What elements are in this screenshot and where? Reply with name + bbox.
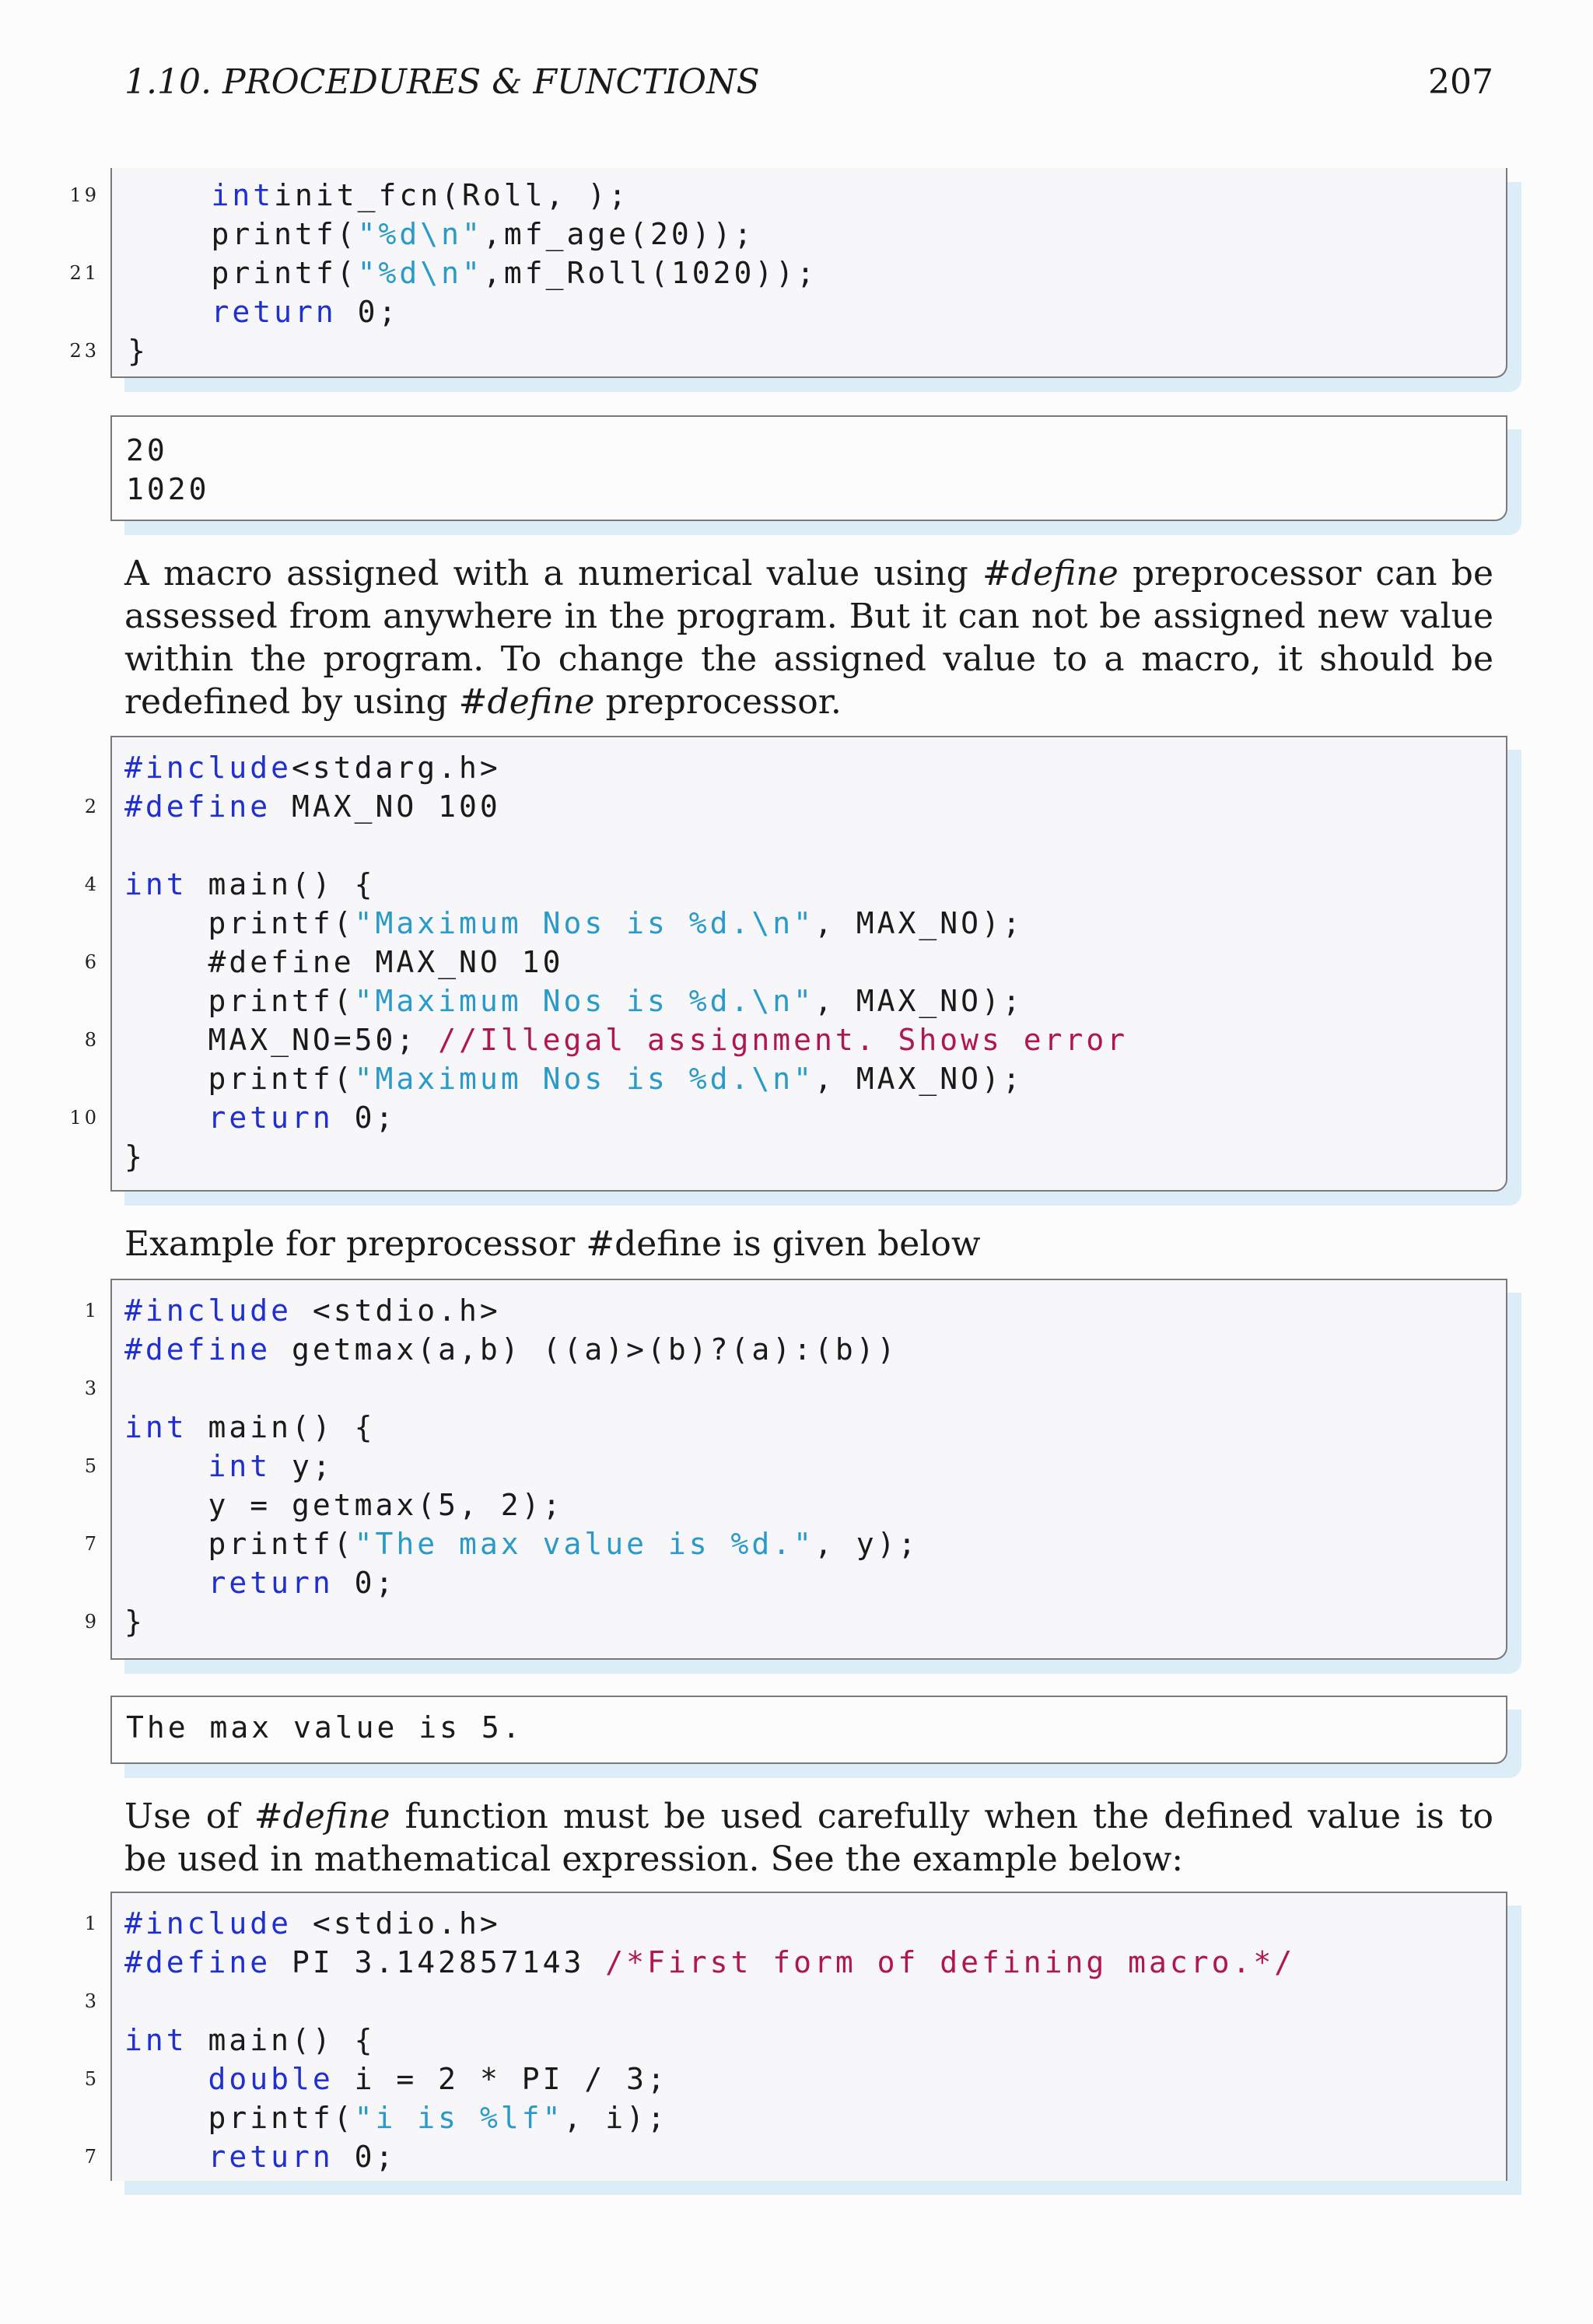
code-text — [124, 865, 376, 904]
code-text — [124, 1943, 1295, 1982]
code-token: <stdarg.h> — [292, 751, 501, 785]
code-token: printf( — [211, 256, 358, 290]
line-number: 4 — [84, 873, 100, 895]
code-text — [128, 331, 149, 370]
line-number: 23 — [69, 340, 100, 362]
code-line — [84, 1369, 1506, 1408]
code-token: printf( — [208, 1527, 355, 1561]
code-token — [124, 1023, 208, 1057]
line-number: 19 — [69, 184, 100, 206]
code-line — [69, 1098, 1506, 1137]
code-block-continuation — [69, 168, 1507, 378]
line-number: 3 — [84, 1990, 100, 2012]
code-line — [112, 1563, 1506, 1602]
code-line — [84, 865, 1506, 904]
code-string: "Maximum Nos is %d.\n" — [354, 906, 814, 940]
code-text — [124, 1486, 563, 1524]
code-text — [124, 1447, 334, 1486]
code-keyword: return — [208, 2140, 334, 2174]
code-line — [84, 943, 1506, 982]
code-keyword: int — [211, 178, 275, 212]
code-string: "%d\n" — [357, 256, 483, 290]
code-token — [124, 2062, 208, 2096]
paragraph-define-caution: Use of #define function must be used carefully when the defined value is to be used in mathematical expression. See the example below: — [124, 1797, 1494, 1879]
line-number: 1 — [84, 1913, 100, 1934]
code-text — [124, 904, 1024, 943]
code-text — [124, 2098, 668, 2137]
code-keyword: int — [124, 1410, 187, 1444]
code-token: y = getmax(5, 2); — [208, 1488, 564, 1522]
code-line — [112, 826, 1506, 865]
code-text — [124, 2021, 376, 2060]
code-keyword: #define — [124, 1945, 271, 1979]
code-line — [84, 1982, 1506, 2021]
line-number: 5 — [84, 1455, 100, 1477]
code-line — [84, 1904, 1506, 1943]
code-string: "Maximum Nos is %d.\n" — [354, 1062, 814, 1096]
code-text — [124, 1408, 376, 1447]
code-token: printf( — [211, 217, 358, 251]
code-text — [124, 787, 501, 826]
code-token — [124, 2101, 208, 2135]
code-token: printf( — [208, 984, 355, 1018]
code-text — [128, 176, 629, 215]
code-token: } — [124, 1605, 145, 1639]
code-text — [128, 215, 754, 254]
code-token: <stdio.h> — [292, 1906, 501, 1941]
code-token: MAX_NO 100 — [271, 789, 501, 824]
code-line — [84, 1291, 1506, 1330]
code-text — [128, 254, 818, 292]
code-text — [124, 982, 1024, 1020]
code-keyword: #include — [124, 1906, 292, 1941]
code-text — [124, 943, 563, 982]
code-line — [112, 1137, 1506, 1176]
code-line — [112, 1408, 1506, 1447]
code-keyword: return — [208, 1566, 334, 1600]
line-number: 7 — [84, 1533, 100, 1555]
code-keyword: double — [208, 2062, 334, 2096]
code-token: init_fcn(Roll, — [274, 178, 588, 212]
code-token: , y); — [814, 1527, 919, 1561]
code-token — [128, 256, 212, 290]
code-token: i = 2 * PI / 3; — [333, 2062, 668, 2096]
code-token: printf( — [208, 2101, 355, 2135]
code-token: ,mf_age(20)); — [482, 217, 755, 251]
code-token — [124, 1101, 208, 1135]
code-text — [124, 1059, 1024, 1098]
code-line — [84, 1602, 1506, 1641]
code-token — [124, 1488, 208, 1522]
code-text — [124, 2060, 668, 2098]
code-token: , MAX_NO); — [814, 906, 1024, 940]
code-token — [124, 906, 208, 940]
code-token: } — [128, 334, 149, 368]
code-token: 0; — [333, 2140, 397, 2174]
code-string: "i is %lf" — [354, 2101, 564, 2135]
code-line — [112, 292, 1506, 331]
code-text — [124, 2137, 396, 2176]
code-keyword: return — [208, 1101, 334, 1135]
code-text — [124, 1137, 145, 1176]
code-token: 0; — [336, 295, 400, 329]
code-line — [69, 331, 1506, 370]
line-number: 5 — [84, 2068, 100, 2090]
code-token: 0; — [333, 1101, 397, 1135]
page-number: 207 — [1428, 62, 1493, 102]
code-text — [124, 1330, 898, 1369]
code-line — [112, 748, 1506, 787]
paragraph-define-example: Example for preprocessor #define is given below — [124, 1224, 981, 1264]
code-token: MAX_NO=50; — [208, 1023, 439, 1057]
code-token: main() { — [187, 867, 376, 901]
code-keyword: #define — [124, 1332, 271, 1367]
line-number: 7 — [84, 2146, 100, 2168]
code-text — [124, 748, 501, 787]
code-line — [112, 1330, 1506, 1369]
output-line: 1020 — [126, 472, 210, 506]
code-text — [124, 1291, 501, 1330]
code-token — [124, 1527, 208, 1561]
line-number: 21 — [69, 262, 100, 284]
code-token — [128, 178, 212, 212]
code-token — [124, 1062, 208, 1096]
code-token: ); — [587, 178, 630, 212]
code-token: getmax(a,b) ((a)>(b)?(a):(b)) — [271, 1332, 898, 1367]
output-block-1 — [110, 415, 1507, 521]
output-block-2 — [110, 1696, 1507, 1764]
code-keyword: int — [124, 2023, 187, 2057]
code-token: y; — [271, 1449, 334, 1483]
code-text — [124, 1020, 1128, 1059]
code-token — [124, 2140, 208, 2174]
code-line — [84, 1020, 1506, 1059]
code-line — [84, 787, 1506, 826]
code-string: "Maximum Nos is %d.\n" — [354, 984, 814, 1018]
code-keyword: #include — [124, 751, 292, 785]
code-token: 0; — [333, 1566, 397, 1600]
code-keyword: int — [124, 867, 187, 901]
line-number: 3 — [84, 1377, 100, 1399]
code-block-max-no — [69, 736, 1507, 1192]
code-token — [128, 295, 212, 329]
code-line — [112, 982, 1506, 1020]
code-token: , MAX_NO); — [814, 1062, 1024, 1096]
code-line — [112, 1059, 1506, 1098]
code-text — [124, 1602, 145, 1641]
code-comment: //Illegal assignment. Shows error — [438, 1023, 1129, 1057]
code-token — [124, 945, 208, 979]
code-token: main() { — [187, 1410, 376, 1444]
code-keyword: int — [208, 1449, 271, 1483]
code-line — [69, 254, 1506, 292]
output-line: 20 — [126, 433, 168, 467]
line-number: 8 — [84, 1029, 100, 1051]
code-token — [124, 1566, 208, 1600]
code-keyword: return — [211, 295, 337, 329]
code-line — [69, 176, 1506, 215]
code-text — [124, 1524, 919, 1563]
code-line — [112, 1486, 1506, 1524]
chapter-title: 1.10. PROCEDURES & FUNCTIONS — [124, 62, 760, 102]
code-line — [112, 2021, 1506, 2060]
page-header — [124, 62, 1493, 109]
code-comment: /*First form of defining macro.*/ — [605, 1945, 1296, 1979]
code-block-pi-macro — [84, 1892, 1507, 2181]
code-token: main() { — [187, 2023, 376, 2057]
code-line — [84, 1524, 1506, 1563]
code-line — [112, 215, 1506, 254]
code-line — [84, 2137, 1506, 2176]
code-token: printf( — [208, 1062, 355, 1096]
code-token: , MAX_NO); — [814, 984, 1024, 1018]
code-text — [124, 1904, 501, 1943]
code-text — [128, 292, 399, 331]
code-keyword: #include — [124, 1293, 292, 1328]
line-number: 6 — [84, 951, 100, 973]
code-token: #define MAX_NO 10 — [208, 945, 564, 979]
code-line — [112, 904, 1506, 943]
code-token — [124, 984, 208, 1018]
code-token: ,mf_Roll(1020)); — [482, 256, 818, 290]
code-string: "The max value is %d." — [354, 1527, 814, 1561]
code-line — [112, 1943, 1506, 1982]
line-number: 1 — [84, 1300, 100, 1321]
code-line — [84, 1447, 1506, 1486]
code-token — [128, 217, 212, 251]
line-number: 10 — [69, 1107, 100, 1129]
code-token: } — [124, 1139, 145, 1174]
line-number: 9 — [84, 1611, 100, 1633]
code-token — [124, 1449, 208, 1483]
code-token: , i); — [563, 2101, 668, 2135]
code-token: <stdio.h> — [292, 1293, 501, 1328]
code-text — [124, 1563, 396, 1602]
code-string: "%d\n" — [357, 217, 483, 251]
paragraph-macro-assignment: A macro assigned with a numerical value using #define preprocessor can be assessed from anywhere in the program. But it can not be assigned new value within the program. To change the assigned value to a macro, it should be redefined by using #define preprocessor. — [124, 554, 1493, 722]
code-text — [124, 1098, 396, 1137]
code-line — [112, 2098, 1506, 2137]
output-line: The max value is 5. — [126, 1710, 523, 1745]
code-token: printf( — [208, 906, 355, 940]
code-block-getmax — [84, 1279, 1507, 1660]
code-token: PI 3.142857143 — [271, 1945, 606, 1979]
code-line — [84, 2060, 1506, 2098]
line-number: 2 — [84, 796, 100, 817]
code-keyword: #define — [124, 789, 271, 824]
